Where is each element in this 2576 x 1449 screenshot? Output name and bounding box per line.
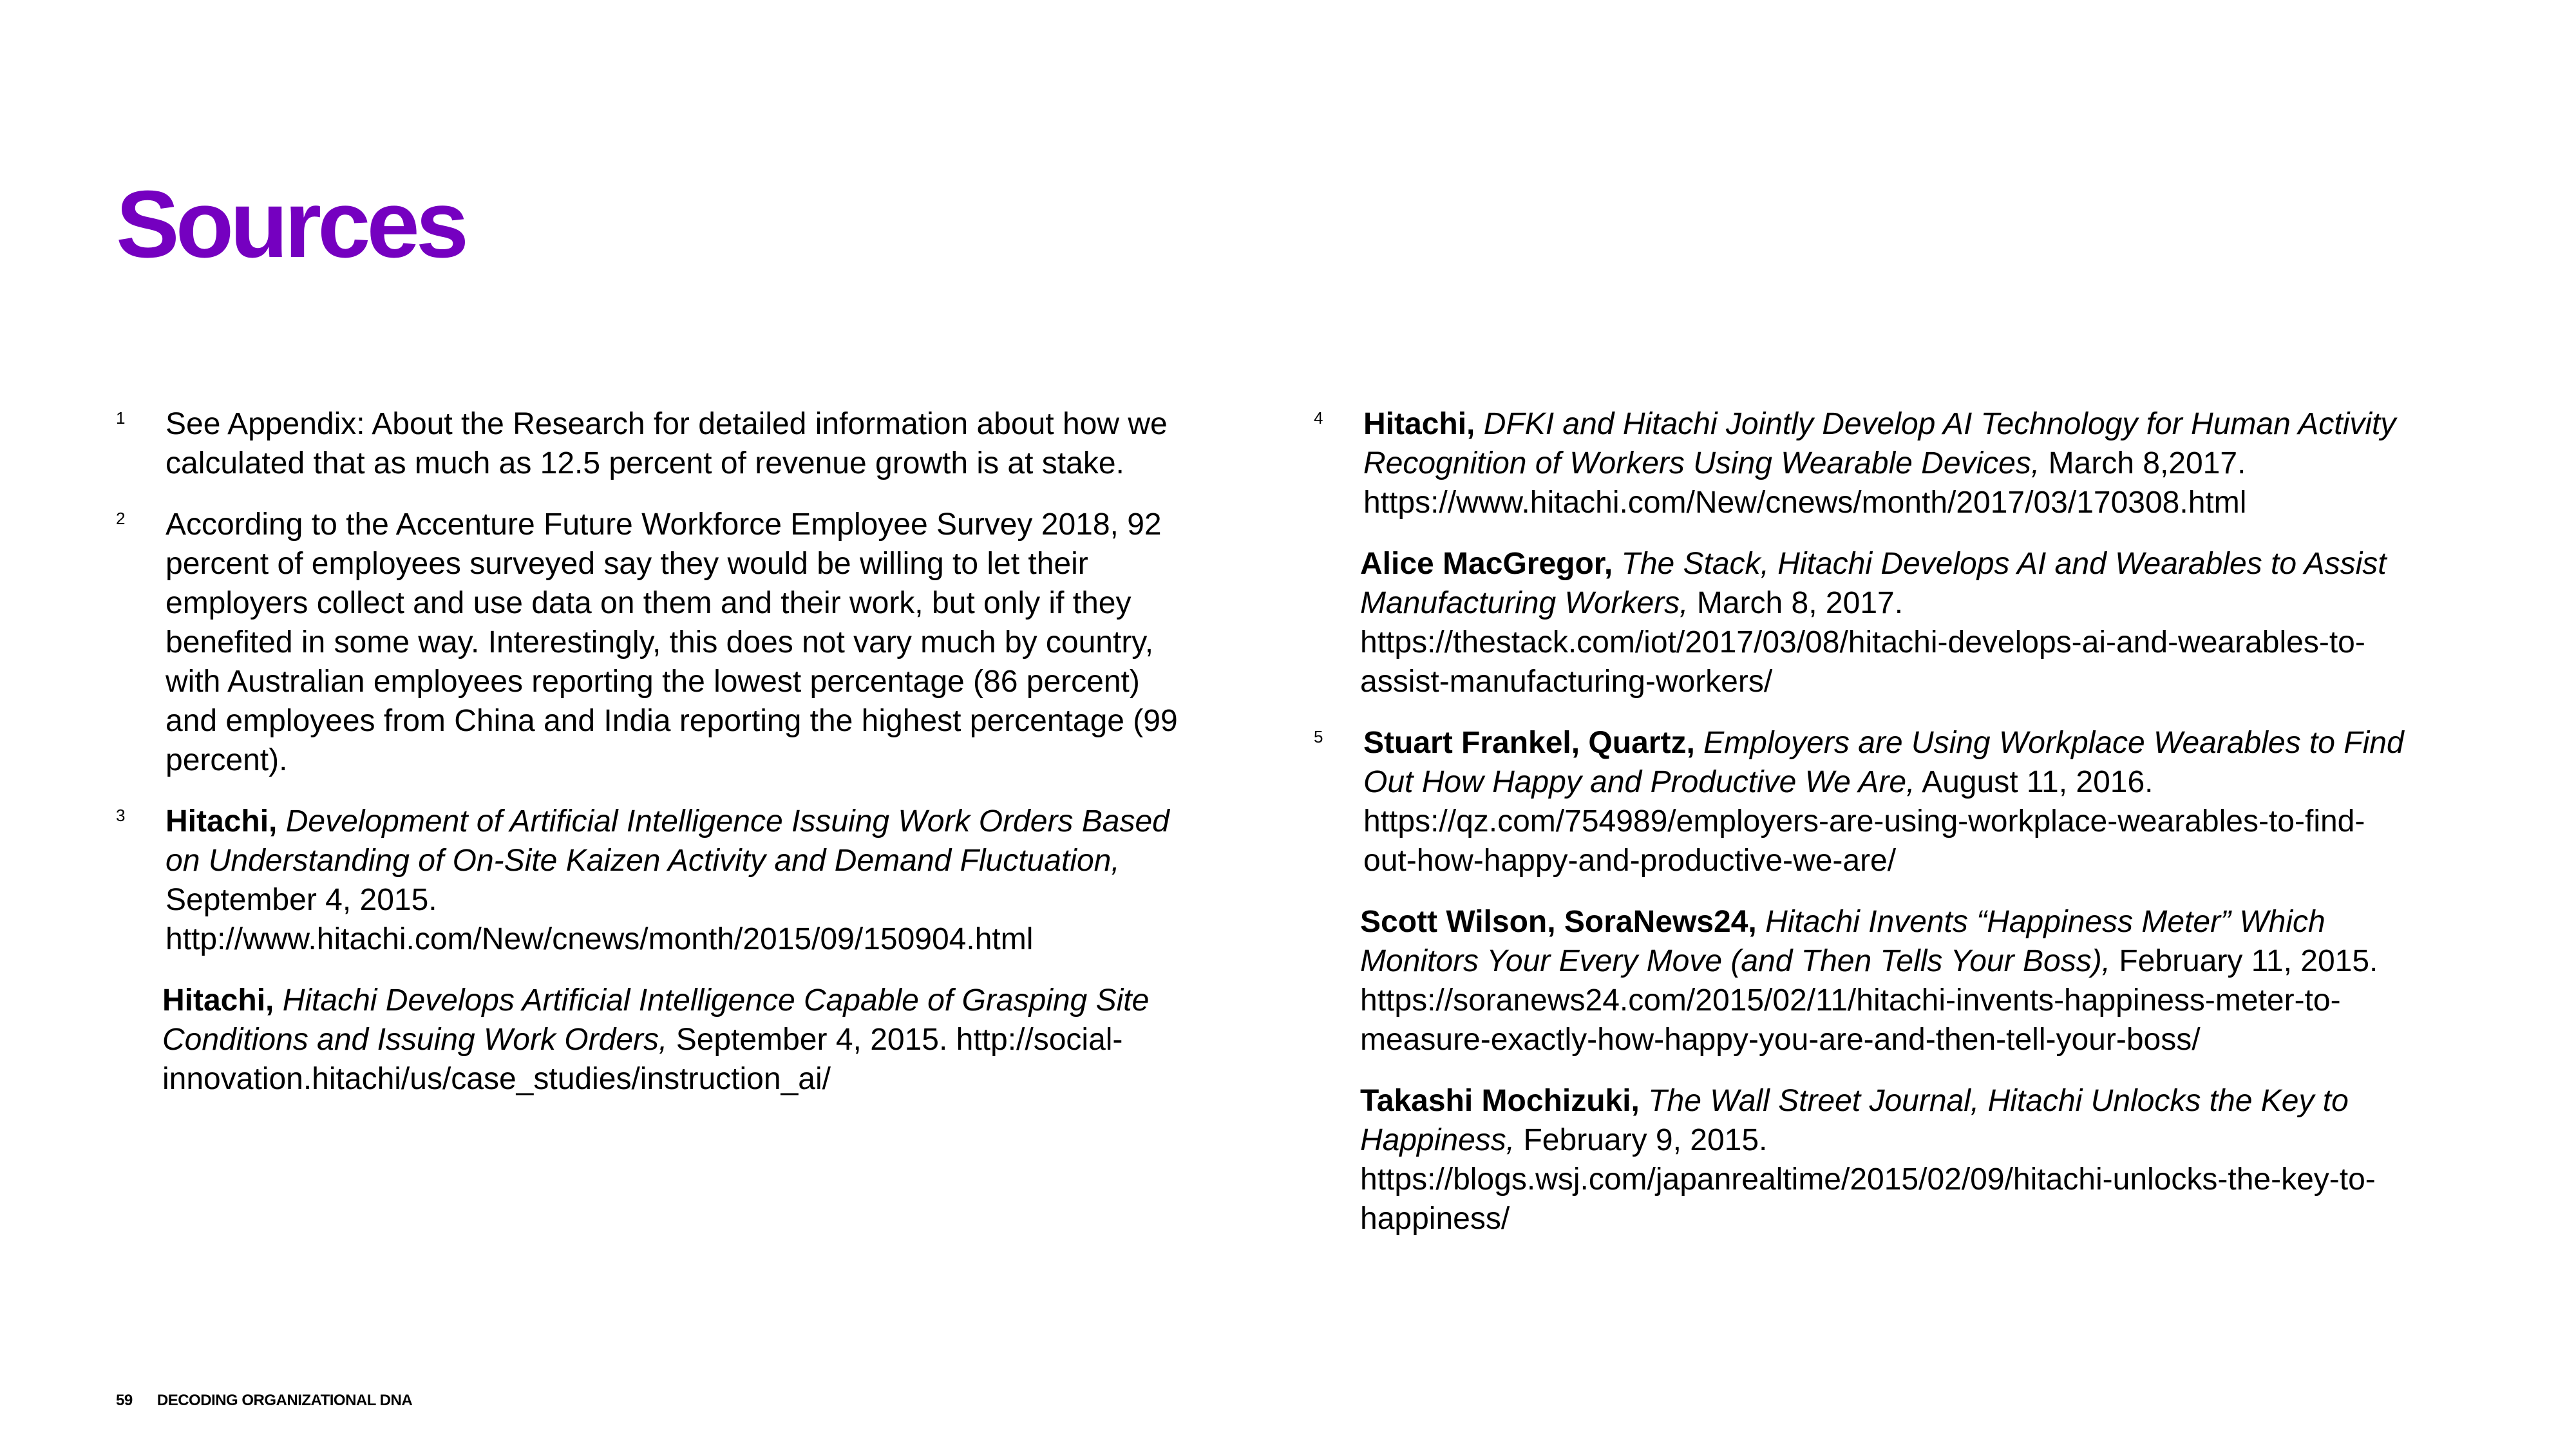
- source-author: Hitachi,: [162, 983, 274, 1018]
- footnote-text: See Appendix: About the Research for detailed information about how we calculated that as much as 12.5 percent of revenue growth is at stake.: [166, 407, 1168, 480]
- footnote-number: 1: [116, 408, 126, 428]
- footnote-4-additional: [1314, 544, 2409, 701]
- sources-right-column: [1314, 404, 2409, 1260]
- footnote-5-additional-2: [1314, 1081, 2409, 1238]
- footnote-1: [116, 404, 1179, 483]
- footnote-number: 5: [1314, 727, 1323, 746]
- footnote-3: [116, 802, 1179, 959]
- page-number: 59: [116, 1392, 133, 1409]
- sources-left-column: [116, 404, 1179, 1121]
- source-author: Scott Wilson, SoraNews24,: [1360, 905, 1757, 939]
- source-author: Stuart Frankel, Quartz,: [1363, 726, 1695, 760]
- publication-title: DECODING ORGANIZATIONAL DNA: [156, 1392, 413, 1409]
- source-author: Hitachi,: [166, 804, 278, 838]
- page-title: Sources: [116, 171, 466, 278]
- source-title: The Stack, Hitachi Develops AI and Wearables to Assist Manufacturing Workers,: [1360, 547, 2387, 620]
- page-footer: [116, 1391, 412, 1410]
- footnote-3-additional: [116, 981, 1179, 1099]
- source-author: Hitachi,: [1363, 407, 1475, 441]
- footnote-number: 2: [116, 509, 126, 528]
- source-title: Development of Artificial Intelligence Issuing Work Orders Based on Understanding of On-Site Kaizen Activity and Demand Fluctuation,: [166, 804, 1170, 878]
- footnote-4: [1314, 404, 2409, 522]
- footnote-number: 3: [116, 806, 126, 825]
- source-author: Alice MacGregor,: [1360, 547, 1613, 581]
- source-details: February 9, 2015. https://blogs.wsj.com/japanrealtime/2015/02/09/hitachi-unlocks-the-key-to-happiness/: [1360, 1123, 2376, 1236]
- source-title: Hitachi Invents “Happiness Meter” Which Monitors Your Every Move (and Then Tells Your Boss),: [1360, 905, 2325, 978]
- source-details: August 11, 2016. https://qz.com/754989/employers-are-using-workplace-wearables-to-find-out-how-happy-and-productive-we-are/: [1363, 765, 2365, 878]
- footnote-2: [116, 505, 1179, 780]
- footnote-5-additional-1: [1314, 902, 2409, 1059]
- footnote-5: [1314, 723, 2409, 880]
- source-details: March 8,2017. https://www.hitachi.com/New/cnews/month/2017/03/170308.html: [1363, 446, 2247, 520]
- footnote-number: 4: [1314, 408, 1323, 428]
- source-details: September 4, 2015. http://www.hitachi.com/New/cnews/month/2015/09/150904.html: [166, 883, 1034, 956]
- source-details: February 11, 2015. https://soranews24.com/2015/02/11/hitachi-invents-happiness-meter-to-measure-exactly-how-happy-you-are-and-then-tell-your-boss/: [1360, 944, 2378, 1057]
- source-title: DFKI and Hitachi Jointly Develop AI Technology for Human Activity Recognition of Workers Using Wearable Devices,: [1363, 407, 2396, 480]
- source-title: The Wall Street Journal, Hitachi Unlocks the Key to Happiness,: [1360, 1084, 2349, 1157]
- footnote-text: According to the Accenture Future Workforce Employee Survey 2018, 92 percent of employees surveyed say they would be willing to let their employers collect and use data on them and their work, but only if they benefited in some way. Interestingly, this does not vary much by country, with Australian employees reporting the lowest percentage (86 percent) and employees from China and India reporting the highest percentage (99 percent).: [166, 507, 1178, 777]
- source-details: March 8, 2017. https://thestack.com/iot/2017/03/08/hitachi-develops-ai-and-wearables-to-assist-manufacturing-workers/: [1360, 586, 2365, 699]
- source-details: September 4, 2015. http://social-innovation.hitachi/us/case_studies/instruction_ai/: [162, 1023, 1123, 1096]
- source-author: Takashi Mochizuki,: [1360, 1084, 1640, 1118]
- source-title: Employers are Using Workplace Wearables to Find Out How Happy and Productive We Are,: [1363, 726, 2404, 799]
- source-title: Hitachi Develops Artificial Intelligence Capable of Grasping Site Conditions and Issuing Work Orders,: [162, 983, 1150, 1057]
